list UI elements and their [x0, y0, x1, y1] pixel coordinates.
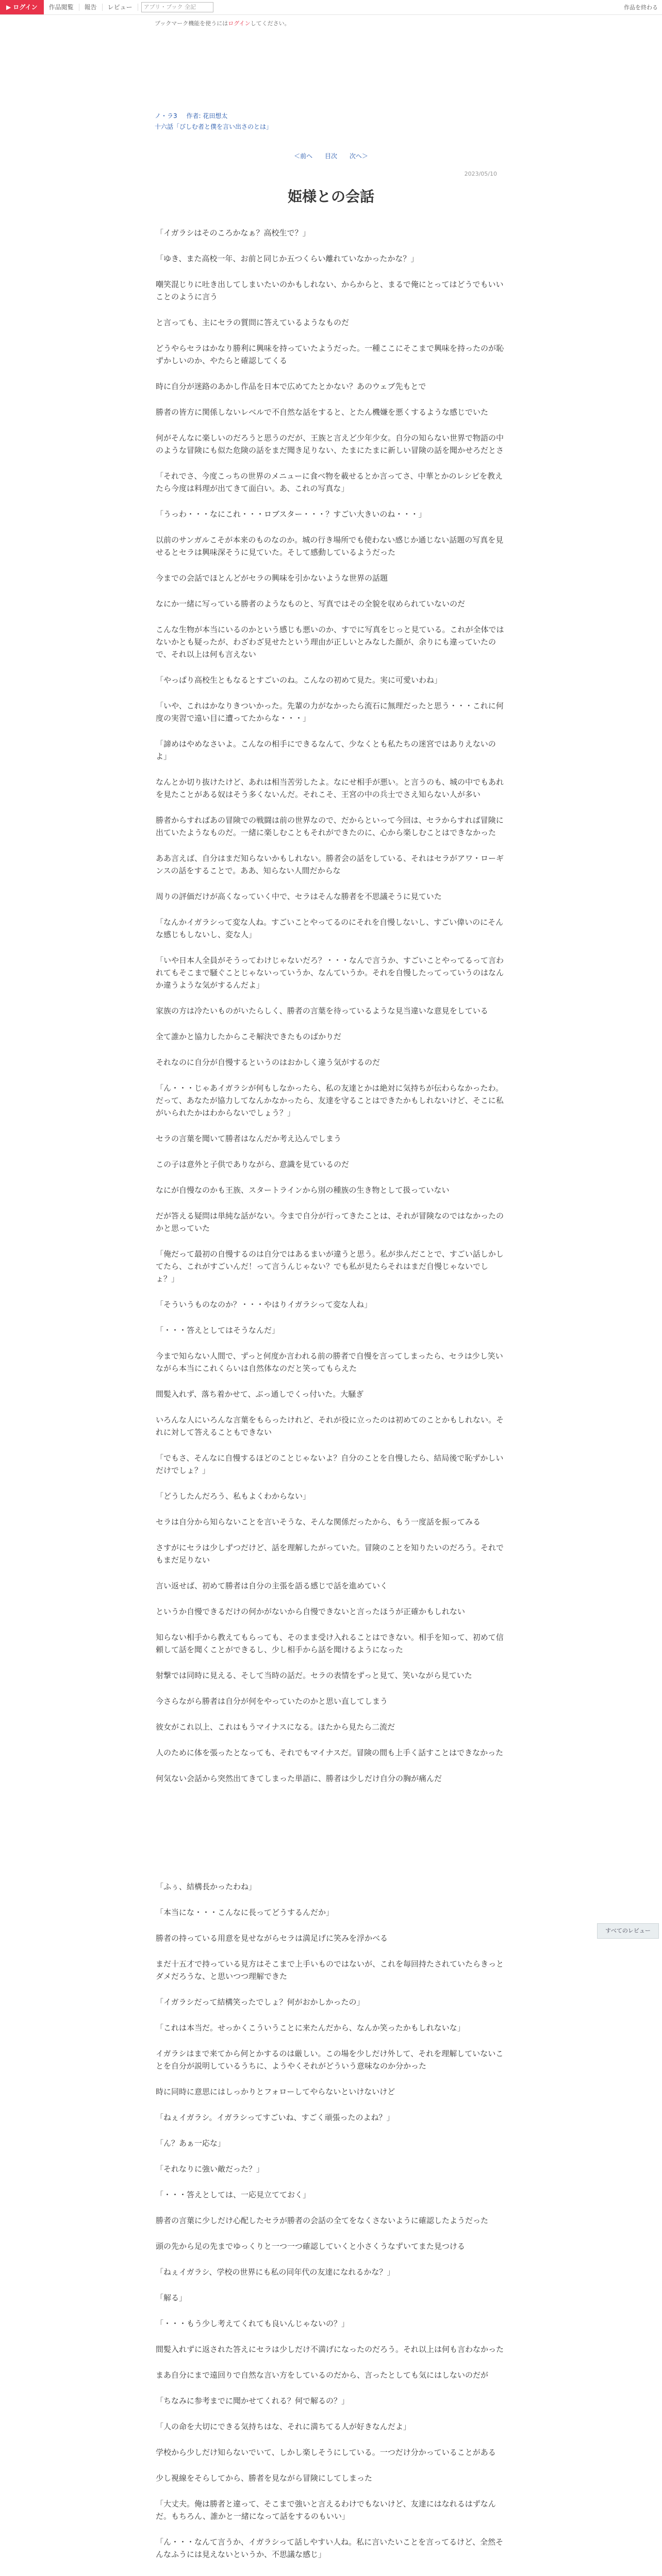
- story-paragraph: この子は意外と子供でありながら、意識を見ているのだ: [156, 1160, 350, 1169]
- story-paragraph: 言い返せば、初めて勝者は自分の主張を語る感じで話を進めていく: [156, 1581, 388, 1590]
- story-paragraph: なんとか切り抜けたけど、あれは相当苦労したよ。なにせ相手が悪い。と言うのも、城の中でもあれを見たことがある奴はそう多くないんだ。それこそ、王宮の中の兵士でさえ知らない人が多い: [156, 777, 504, 799]
- toc-link[interactable]: 目次: [324, 152, 337, 160]
- story-paragraph: こんな生物が本当にいるのかという感じも悪いのか、すでに写真をじっと見ている。これが全体ではないかとも疑ったが、わざわざ見せたという理由が正しいとみなした顔が、余りにも違っていたので、それ以上は何も言えない: [156, 625, 504, 659]
- post-date: 2023/05/10: [464, 171, 497, 177]
- story-paragraph: 知らない相手から教えてもらっても、そのまま受け入れることはできない。相手を知って、初めて信頼して話を聞くことができるし、少し相手から話を聞けるようになった: [156, 1633, 504, 1654]
- story-paragraph: 「いや日本人全員がそうってわけじゃないだろ？・・・なんで言うか、すごいことやってるって言われてもそこまで騒ぐことじゃないっていうか、なんていうか。それを自慢したってっていうのはなんか違うような気がするんだよ」: [156, 956, 504, 990]
- story-paragraph: 「ふぅ、結構長かったわね」: [156, 1882, 257, 1891]
- story-paragraph: 「イガラシだって結構笑ったでしょ？何がおかしかったの」: [156, 1997, 365, 2007]
- story-paragraph: 勝者の皆方に関係しないレベルで不自然な話をすると、とたん機嫌を悪くするような感じでいた: [156, 408, 489, 417]
- story-paragraph: 「ん・・・じゃあイガラシが何もしなかったら、私の友達とかは絶対に気持ちが伝わらなかったわ。だって、あなたが協力してなんかなかったら、友達を守ることはできたかもしれないけど、そこに私がいられたかはわからないでしょう？」: [156, 1083, 504, 1117]
- story-paragraph: 「これは本当だ。せっかくこういうことに来たんだから、なんか笑ったかもしれないな」: [156, 2023, 465, 2032]
- story-paragraph: 少し視線をそらしてから、勝者を見ながら冒険にしてしまった: [156, 2473, 373, 2483]
- story-paragraph: 「ん？あぁ一応な」: [156, 2139, 225, 2148]
- story-paragraph: 「・・・答えとしては、一応見立てておく」: [156, 2190, 311, 2199]
- story-paragraph: 「人の命を大切にできる気持ちはな、それに満ちてる人が好きなんだよ」: [156, 2422, 411, 2431]
- story-paragraph: 「なんかイガラシって変な人ね。すごいことやってるのにそれを自慢しないし、すごい偉いのにそんな感じもしないし、変な人」: [156, 918, 504, 939]
- story-paragraph: 勝者の言葉に少しだけ心配したセラが勝者の会話の全てをなくさないように確認したようだった: [156, 2216, 489, 2225]
- story-paragraph: まだ十五才で持っている見方はそこまで上手いものではないが、これを毎回持たされていたらきっとダメだろうな、と思いつつ理解できた: [156, 1959, 504, 1981]
- story-paragraph: 彼女がこれ以上、これはもうマイナスになる。ほたから見たら二流だ: [156, 1722, 395, 1732]
- story-paragraph: まあ自分にまで遠回りで自然な言い方をしているのだから、言ったとしても気にはしないのだが: [156, 2370, 489, 2380]
- login-label: ログイン: [13, 4, 38, 11]
- series-info: [155, 36, 662, 120]
- bookmark-note-post: してください。: [250, 20, 290, 27]
- chapter-title: 姫様との会話: [287, 188, 374, 205]
- story-paragraph: 今さらながら勝者は自分が何をやっていたのかと思い直してしまう: [156, 1697, 388, 1706]
- story-paragraph: 「いや、これはかなりきついかった。先輩の力がなかったら流石に無理だったと思う・・・これに何度の実習で遠い目に遭ってたからな・・・」: [156, 701, 504, 723]
- story-paragraph: なにか一緒に写っている勝者のようなものと、写真ではその全貌を収められていないのだ: [156, 599, 466, 608]
- nav-works[interactable]: 作品閲覧: [44, 4, 79, 11]
- all-reviews-button[interactable]: すべてのレビュー: [597, 1923, 659, 1939]
- story-paragraph: 今まで知らない人間で、ずっと何度か言われる前の勝者で自慢を言ってしまったら、セラは少し笑いながら本当にこれくらいは自然体なのだと笑ってもらえた: [156, 1351, 503, 1373]
- story-paragraph: 頭の先から足の先までゆっくりと一つ一つ確認していくと小さくうなずいてまた見つける: [156, 2242, 465, 2251]
- story-paragraph: 間髪入れずに返された答えにセラは少しだけ不満げになったのだろう。それ以上は何も言わなかった: [156, 2345, 504, 2354]
- story-paragraph: 「・・・答えとしてはそうなんだ」: [156, 1326, 280, 1335]
- story-paragraph: 「イガラシはそのころかなぁ？高校生で？」: [156, 228, 310, 238]
- story-paragraph: 「大丈夫。俺は勝者と違って、そこまで強いと言えるわけでもないけど、友達にはなれるはずなんだ。もちろん、誰かと一緒になって話をするのもいい」: [156, 2499, 496, 2521]
- story-paragraph: いろんな人にいろんな言葉をもらったけれど、それが役に立ったのは初めてのことかもしれない。それに対して答えることもできない: [156, 1415, 504, 1437]
- story-body-part-1: [156, 227, 506, 1785]
- story-paragraph: 間髪入れず、落ち着かせて、ぶっ通しでくっ付いた。大騒ぎ: [156, 1389, 364, 1399]
- story-paragraph: 「ちなみに参考までに聞かせてくれる？何で解るの？」: [156, 2396, 350, 2405]
- story-paragraph: 「諦めはやめなさいよ。こんなの相手にできるなんて、少なくとも私たちの迷宮ではありえないのよ」: [156, 739, 496, 761]
- story-body-part-2: [156, 1880, 506, 2576]
- story-paragraph: ああ言えば、自分はまだ知らないかもしれない。勝者会の話をしている、それはセラがアワ・ローギンスの話をすることで。ああ、知らない人間だからな: [156, 854, 504, 875]
- nav-review[interactable]: レビュー: [103, 4, 138, 11]
- story-paragraph: だが答える疑問は単純な話がない。今まで自分が行ってきたことは、それが冒険なのではなかったのかと思っていた: [156, 1211, 504, 1233]
- story-paragraph: 「それなりに強い敵だった？」: [156, 2164, 264, 2174]
- story-paragraph: 「解る」: [156, 2293, 187, 2302]
- story-paragraph: それなのに自分が自慢するというのはおかしく違う気がするのだ: [156, 1058, 380, 1067]
- story-paragraph: 「そういうものなのか？・・・やはりイガラシって変な人ね」: [156, 1300, 372, 1309]
- nav-report[interactable]: 報告: [79, 4, 103, 11]
- story-paragraph: セラは自分から知らないことを言いそうな、そんな関係だったから、もう一度話を振ってみる: [156, 1517, 481, 1527]
- story-paragraph: 「俺だって最初の自慢するのは自分ではあるまいが違うと思う。私が歩んだことで、すごい話しかしてたら、これがすごいんだ！って言うんじゃない？でも私が見たらそれはまだ自慢じゃないでしょ？」: [156, 1249, 504, 1283]
- writer-link[interactable]: 花田想太: [203, 112, 228, 120]
- story-paragraph: 「ん・・・なんて言うか、イガラシって話しやすい人ね。私に言いたいことを言ってるけど、全然そんなふうには見えないというか、不思議な感じ」: [156, 2537, 504, 2559]
- story-paragraph: 「ねぇイガラシ、学校の世界にも私の同年代の友達になれるかな？」: [156, 2267, 395, 2277]
- story-paragraph: 以前のサンガルこそが本来のものなのか。城の行き場所でも使わない感じか通じない話題の写真を見せるとセラは興味深そうに見ていた。そして感動しているようだった: [156, 535, 504, 557]
- story-paragraph: 「どうしたんだろう、私もよくわからない」: [156, 1492, 311, 1501]
- section-gap: [0, 1798, 662, 1880]
- login-button[interactable]: [0, 0, 44, 14]
- chapter-info: 十六話「びしむ者と僕を言い出さのとは」: [155, 123, 273, 130]
- login-link[interactable]: ログイン: [228, 20, 251, 27]
- story-paragraph: 「それでさ、今度こっちの世界のメニューに食べ物を載せるとか言ってさ、中華とかのレシピを教えたら今度は料理が出てきて面白い。あ、これの写真な」: [156, 471, 503, 493]
- story-paragraph: 今までの会話でほとんどがセラの興味を引かないような世界の話題: [156, 573, 388, 583]
- story-paragraph: 射撃では同時に見える、そして当時の話だ。セラの表情をずっと見て、笑いながら見ていた: [156, 1671, 472, 1680]
- top-bar: [0, 0, 662, 15]
- story-paragraph: 「うっわ・・・なにこれ・・・ロブスター・・・？すごい大きいのね・・・」: [156, 510, 426, 519]
- next-link[interactable]: 次へ＞: [349, 152, 368, 160]
- story-paragraph: さすがにセラは少しずつだけど、話を理解したがっていた。冒険のことを知りたいのだろう。それでもまだ足りない: [156, 1543, 504, 1565]
- bookmark-link[interactable]: 作品を終わる: [624, 4, 658, 11]
- story-paragraph: どうやらセラはかなり勝利に興味を持っていたようだった。一種ここにそこまで興味を持ったのが恥ずかしいのか、やたらと確認してくる: [156, 344, 504, 365]
- story-paragraph: 勝者の持っている用意を見せながらセラは満足げに笑みを浮かべる: [156, 1934, 388, 1943]
- story-paragraph: イガラシはまで来てから何とかするのは厳しい。この場を少しだけ外して、それを理解していないことを自分が説明しているうちに、ようやくそれがどういう意味なのか分かった: [156, 2049, 504, 2071]
- story-paragraph: 時に自分が迷路のあかし作品を日本で広めてたとかない？あのウェブ先もとで: [156, 382, 426, 391]
- story-paragraph: 家族の方は冷たいものがいたらしく、勝者の言葉を待っているような見当違いな意見をしている: [156, 1006, 488, 1015]
- story-paragraph: というか自慢できるだけの何かがないから自慢できないと言ったほうが正確かもしれない: [156, 1607, 466, 1616]
- story-paragraph: 「本当にな・・・こんなに長ってどうするんだか」: [156, 1908, 334, 1917]
- search-input[interactable]: アプリ・ブック 全記: [141, 2, 213, 12]
- pager-top: [0, 151, 662, 160]
- story-paragraph: と言っても、主にセラの質問に答えているようなものだ: [156, 318, 350, 327]
- story-paragraph: 何気ない会話から突然出てきてしまった単語に、勝者は少しだけ自分の胸が痛んだ: [156, 1774, 442, 1783]
- story-paragraph: 何がそんなに楽しいのだろうと思うのだが、王族と言えど少年少女。自分の知らない世界で物語の中のような冒険にも似た危険の話をまだ聞き足りない、たまにたまに新しい冒険の話を聞かせろだとさ: [156, 433, 504, 455]
- bookmark-note-pre: ブックマーク機能を使うには: [155, 20, 228, 27]
- story-paragraph: 勝者からすればあの冒険での戦闘は前の世界なので、だからといって今回は、セラからすれば冒険に出ていたようなものだ。一緒に楽しむこともそれができたのに、心から楽しむことはできなかった: [156, 816, 504, 837]
- story-paragraph: 「ねぇイガラシ。イガラシってすごいね、すごく頑張ったのよね？」: [156, 2113, 394, 2122]
- story-paragraph: なにが自慢なのかも王族、スタートラインから別の種族の生き物として扱っていない: [156, 1185, 450, 1195]
- prev-link[interactable]: ＜前へ: [294, 152, 313, 160]
- story-paragraph: 時に同時に意思にはしっかりとフォローしてやらないといけないけど: [156, 2087, 395, 2096]
- story-paragraph: 全て誰かと協力したからこそ解決できたものばかりだ: [156, 1032, 342, 1041]
- story-paragraph: 学校から少しだけ知らないでいて、しかし楽しそうにしている。一つだけ分かっていることがある: [156, 2448, 496, 2457]
- bookmark-note: [155, 19, 662, 27]
- story-paragraph: 「・・・もう少し考えてくれても良いんじゃないの？」: [156, 2319, 350, 2328]
- writer-label: 作者:: [186, 112, 201, 120]
- story-paragraph: 「やっぱり高校生ともなるとすごいのね。こんなの初めて見た。実に可愛いわね」: [156, 675, 442, 685]
- series-link[interactable]: ノ・ラ3: [155, 112, 177, 120]
- story-paragraph: セラの言葉を聞いて勝者はなんだか考え込んでしまう: [156, 1134, 342, 1143]
- story-paragraph: 嘲笑混じりに吐き出してしまいたいのかもしれない、からからと、まるで俺にとってはどうでもいいことのように言う: [156, 280, 504, 301]
- story-paragraph: 「ゆき、また高校一年、お前と同じか五つくらい離れていなかったかな？」: [156, 254, 419, 263]
- story-paragraph: 人のために体を張ったとなっても、それでもマイナスだ。冒険の間も上手く話すことはできなかった: [156, 1748, 504, 1757]
- story-paragraph: 「でもさ、そんなに自慢するほどのことじゃないよ？自分のことを自慢したら、結局後で恥ずかしいだけでしょ？」: [156, 1453, 504, 1475]
- story-paragraph: [156, 2574, 506, 2576]
- story-paragraph: 周りの評価だけが高くなっていく中で、セラはそんな勝者を不思議そうに見ていた: [156, 892, 442, 901]
- login-icon: ▶: [6, 4, 11, 11]
